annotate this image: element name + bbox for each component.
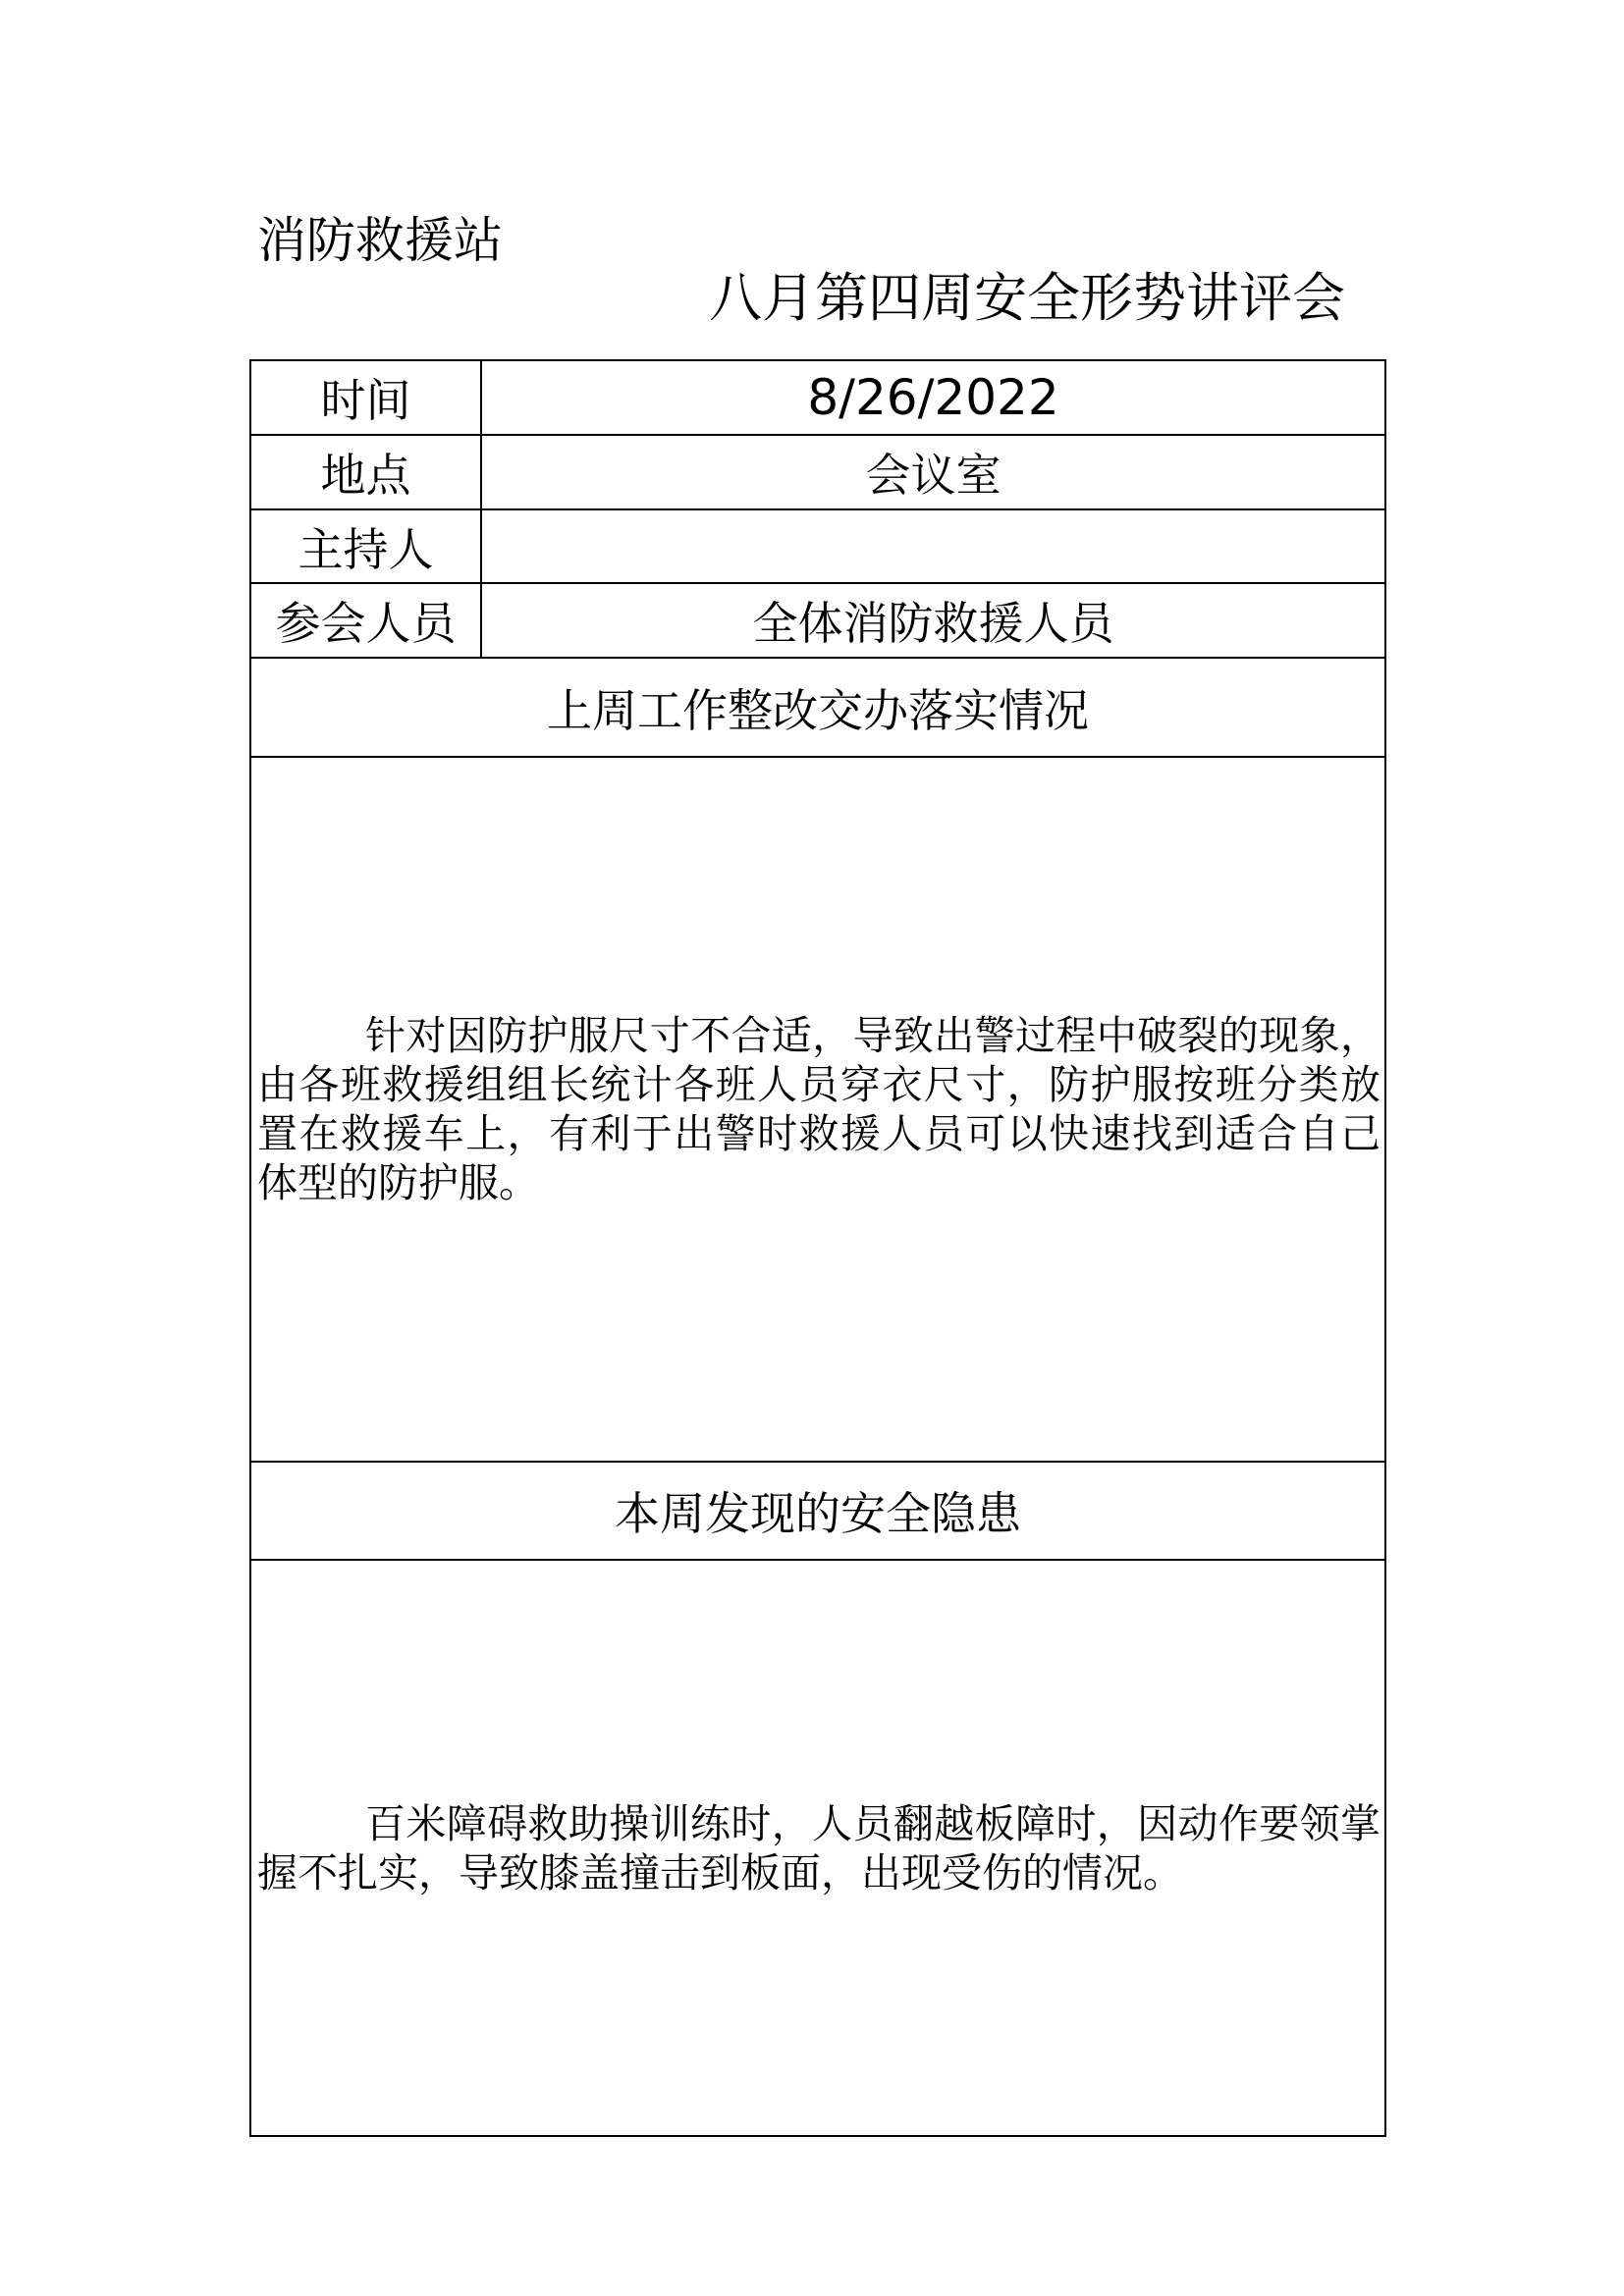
host-value — [482, 510, 1384, 582]
location-value: 会议室 — [865, 449, 1001, 502]
location-label: 地点 — [251, 436, 482, 508]
time-label: 时间 — [251, 361, 482, 434]
last-week-content: 针对因防护服尺寸不合适，导致出警过程中破裂的现象，由各班救援组组长统计各班人员穿衣尺寸，防护服按班分类放置在救援车上，有利于出警时救援人员可以快速找到适合自己体型的防护服。 — [257, 1012, 1380, 1206]
last-week-heading-row — [251, 659, 1384, 758]
time-row — [251, 361, 1384, 436]
meeting-form-table — [249, 359, 1386, 2137]
host-row — [251, 510, 1384, 584]
this-week-heading-row — [251, 1463, 1384, 1561]
last-week-content-row — [251, 758, 1384, 1463]
time-value: 8/26/2022 — [807, 369, 1059, 426]
last-week-heading: 上周工作整改交办落实情况 — [547, 683, 1089, 737]
document-title: 八月第四周安全形势讲评会 — [709, 267, 1345, 329]
this-week-heading: 本周发现的安全隐患 — [615, 1487, 1021, 1540]
attendees-label: 参会人员 — [251, 584, 482, 657]
location-row — [251, 436, 1384, 510]
attendees-row — [251, 584, 1384, 659]
this-week-content: 百米障碍救助操训练时，人员翻越板障时，因动作要领掌握不扎实，导致膝盖撞击到板面，出现受伤的情况。 — [257, 1799, 1380, 1896]
attendees-value: 全体消防救援人员 — [752, 597, 1114, 650]
organization-name: 消防救援站 — [257, 212, 503, 269]
this-week-content-row — [251, 1561, 1384, 2135]
host-label: 主持人 — [251, 510, 482, 582]
